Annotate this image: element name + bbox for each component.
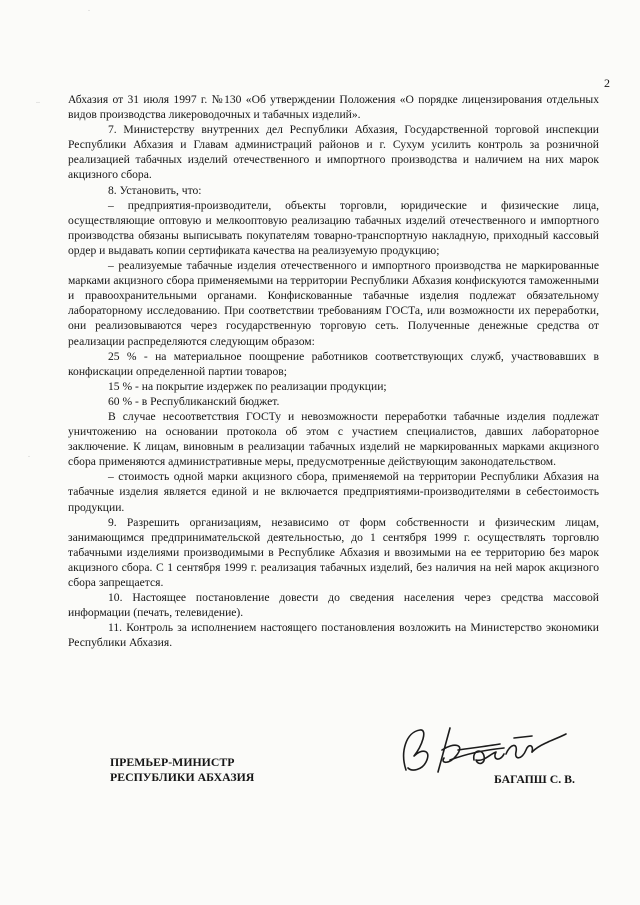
scan-mark: ∙∙: [36, 98, 40, 107]
paragraph-8-item-3: – стоимость одной марки акцизного сбора, применяемой на территории Республики Абхазия на табачные изделия является единой и не включается предприятиями-производителями в себестоимость продукции.: [68, 470, 599, 514]
handwritten-signature: [392, 720, 592, 780]
signatory-position: [110, 755, 254, 785]
signatory-name: БАГАПШ С. В.: [494, 772, 575, 786]
document-body: [68, 92, 599, 650]
paragraph-continuation: Абхазия от 31 июля 1997 г. №130 «Об утверждении Положения «О порядке лицензирования отдельных видов производства ликероводочных и табачных изделий».: [68, 93, 599, 122]
paragraph-7: 7. Министерству внутренних дел Республики Абхазия, Государственной торговой инспекции Республики Абхазия и Главам администраций районов и г. Сухум усилить контроль за розничной реализацией табачных изделий отечественного и импортного производства и наличием на них марок акцизного сбора.: [68, 123, 599, 182]
distribution-60: 60 % - в Республиканский бюджет.: [108, 394, 280, 408]
scan-mark: ∙: [28, 452, 30, 461]
paragraph-8-item-1: – предприятия-производители, объекты торговли, юридические и физические лица, осуществляющие оптовую и мелкооптовую реализацию табачных изделий отечественного и импортного производства обязаны выписывать покупателям товарно-транспортную накладную, приходный кассовый ордер и выдавать копии сертификата качества на реализуемую продукцию;: [68, 198, 599, 257]
paragraph-8-item-2: – реализуемые табачные изделия отечественного и импортного производства не маркированные марками акцизного сбора применяемыми на территории Республики Абхазия конфискуются таможенными и правоохранительными органами. Конфискованные табачные изделия подлежат обязательному лабораторному исследованию. При соответствии требованиям ГОСТа, или возможности их переработки, они реализовываются через государственную торговую сеть. Полученные денежные средства от реализации распределяются следующим образом:: [68, 259, 599, 348]
distribution-15: 15 % - на покрытие издержек по реализации продукции;: [108, 379, 387, 393]
signatory-position-line2: РЕСПУБЛИКИ АБХАЗИЯ: [110, 770, 255, 784]
scan-mark: ∙: [88, 6, 90, 15]
paragraph-gost-noncompliance: В случае несоответствия ГОСТу и невозможности переработки табачные изделия подлежат уничтожению на основании протокола об этом с участием специалистов, давших лабораторное заключение. К лицам, виновным в реализации табачных изделий не маркированных марками акцизного сбора применяются административные меры, предусмотренные действующим законодательством.: [68, 409, 599, 469]
page-number: 2: [604, 76, 610, 90]
paragraph-9: 9. Разрешить организациям, независимо от форм собственности и физическим лицам, занимающимся предпринимательской деятельностью, до 1 сентября 1999 г. осуществлять торговлю табачными изделиями производимыми в Республике Абхазия и ввозимыми на ее территорию без марок акцизного сбора. С 1 сентября 1999 г. реализация табачных изделий, без наличия на ней марок акцизного сбора запрещается.: [68, 515, 599, 589]
paragraph-8: 8. Установить, что:: [108, 183, 202, 197]
paragraph-11: 11. Контроль за исполнением настоящего постановления возложить на Министерство экономики Республики Абхазия.: [68, 621, 599, 650]
distribution-25: 25 % - на материальное поощрение работников соответствующих служб, участвовавших в конфискации определенной партии товаров;: [68, 349, 599, 378]
paragraph-10: 10. Настоящее постановление довести до сведения населения через средства массовой информации (печать, телевидение).: [68, 591, 599, 620]
signatory-position-line1: ПРЕМЬЕР-МИНИСТР: [110, 755, 235, 769]
